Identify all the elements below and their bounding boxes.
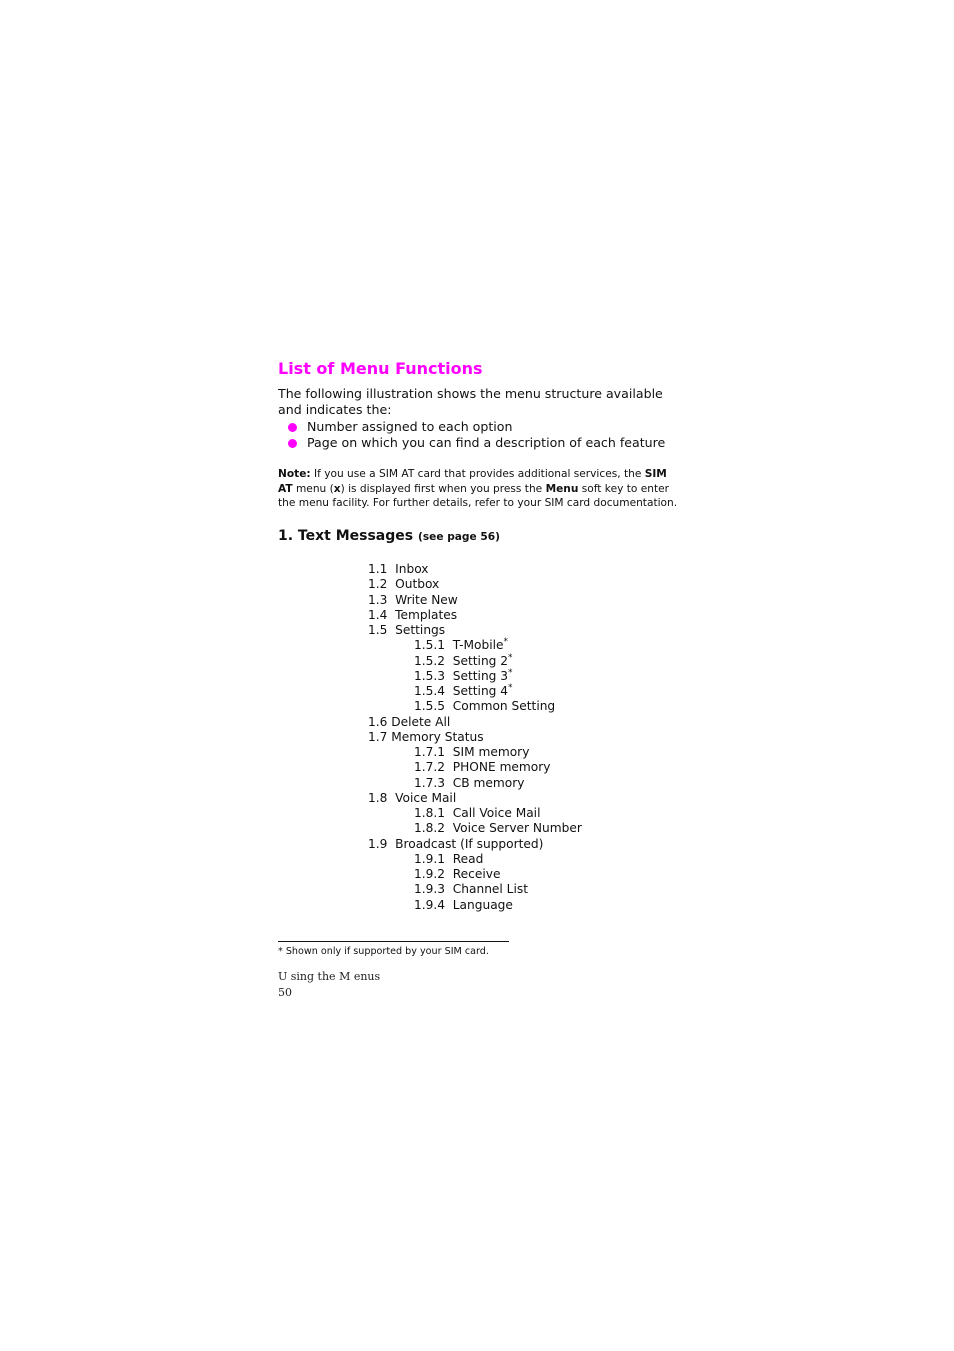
- submenu-item: [368, 654, 582, 669]
- submenu-item: [368, 669, 582, 684]
- page-content: [278, 358, 678, 912]
- menu-item-label: Templates: [395, 607, 458, 622]
- submenu-item: [368, 776, 582, 791]
- menu-item-number: 1.7.3: [414, 775, 453, 790]
- menu-item-label: Inbox: [395, 562, 429, 576]
- menu-item-label: Language: [452, 897, 513, 912]
- menu-item-number: 1.8.2: [414, 821, 453, 836]
- menu-item-label: Call Voice Mail: [452, 806, 541, 820]
- menu-item-number: 1.8.1: [414, 806, 453, 820]
- note-text: ) is displayed first when you press the: [340, 482, 546, 495]
- menu-item-number: 1.2: [368, 577, 396, 592]
- intro-text: The following illustration shows the menu structure available and indicates the:: [278, 386, 663, 417]
- menu-item: [368, 715, 582, 730]
- menu-item: [368, 791, 582, 806]
- note-text: If you use a SIM AT card that provides additional services, the: [310, 468, 645, 480]
- note-text: soft key to enter the menu facility. For further details, refer to your SIM card documentation.: [278, 482, 678, 509]
- note-label: Note:: [278, 468, 311, 480]
- submenu-item: [368, 745, 582, 760]
- footnote-marker: *: [508, 682, 513, 693]
- menu-item-label: SIM memory: [452, 745, 530, 759]
- menu-item-label: Common Setting: [452, 699, 556, 714]
- menu-item-label: Receive: [452, 867, 501, 881]
- menu-item-number: 1.5.3: [414, 668, 453, 683]
- menu-item-label: Setting 3: [452, 668, 509, 683]
- menu-item: [368, 623, 582, 638]
- menu-item-label: Voice Mail: [395, 790, 457, 805]
- footnote-divider: [278, 941, 509, 942]
- note-key-symbol: x: [333, 482, 341, 495]
- bullet-dot-icon: [288, 439, 297, 448]
- submenu-item: [368, 638, 582, 653]
- menu-item-number: 1.7.2: [414, 760, 453, 775]
- note-sim-at: SIM AT: [278, 468, 667, 495]
- page-reference: (see page 56): [417, 530, 500, 543]
- menu-item-number: 1.3: [368, 592, 396, 607]
- bullet-item: [278, 419, 678, 435]
- footnote-marker: *: [508, 652, 513, 663]
- menu-tree: [368, 562, 582, 913]
- submenu-item: [368, 699, 582, 714]
- note-paragraph: [278, 467, 678, 511]
- menu-item-label: CB memory: [452, 775, 525, 790]
- menu-item-label: Settings: [395, 623, 446, 637]
- note-menu-key: Menu: [545, 482, 579, 495]
- menu-item-number: 1.7.1: [414, 745, 453, 759]
- menu-item: [368, 730, 582, 745]
- menu-item-label: PHONE memory: [452, 760, 551, 775]
- footnote: * Shown only if supported by your SIM card.: [278, 946, 489, 957]
- menu-item-label: Setting 4: [452, 684, 509, 698]
- heading-text: 1. Text Messages: [278, 527, 418, 544]
- menu-item-number: 1.5.2: [414, 653, 453, 668]
- page-footer: [278, 969, 380, 1000]
- menu-item-label: Outbox: [395, 577, 440, 592]
- menu-item-number: 1.5.5: [414, 699, 453, 714]
- page-number: 50: [278, 985, 292, 999]
- menu-item-number: 1.1: [368, 562, 396, 576]
- footer-section-name: U sing the M enus: [278, 970, 381, 983]
- menu-item-number: 1.6: [368, 714, 392, 729]
- submenu-item: [368, 806, 582, 821]
- note-text: menu (: [292, 482, 334, 495]
- submenu-item: [368, 760, 582, 775]
- bullet-list: [278, 419, 678, 451]
- footnote-marker: *: [503, 637, 508, 648]
- menu-item-number: 1.5.1: [414, 638, 453, 653]
- menu-item: [368, 562, 582, 577]
- section-title: List of Menu Functions: [278, 359, 483, 378]
- menu-item-label: T-Mobile: [452, 638, 504, 653]
- bullet-text: Page on which you can find a description of each feature: [307, 435, 666, 450]
- menu-item-label: Voice Server Number: [452, 821, 582, 836]
- menu-item: [368, 608, 582, 623]
- menu-item-label: Write New: [395, 592, 458, 607]
- menu-item-number: 1.9.4: [414, 897, 453, 912]
- menu-item: [368, 593, 582, 608]
- menu-item-number: 1.7: [368, 729, 392, 744]
- menu-item: [368, 837, 582, 852]
- menu-item-number: 1.4: [368, 607, 396, 622]
- submenu-item: [368, 867, 582, 882]
- menu-item-label: Delete All: [391, 714, 451, 729]
- bullet-item: [278, 435, 678, 451]
- bullet-dot-icon: [288, 423, 297, 432]
- submenu-item: [368, 684, 582, 699]
- menu-item-label: Read: [452, 851, 484, 866]
- submenu-item: [368, 821, 582, 836]
- bullet-text: Number assigned to each option: [307, 419, 513, 434]
- menu-item-label: Broadcast (If supported): [395, 836, 544, 851]
- menu-item-number: 1.9.2: [414, 867, 453, 881]
- submenu-item: [368, 882, 582, 897]
- menu-item-number: 1.9.3: [414, 882, 453, 897]
- menu-item-number: 1.8: [368, 790, 396, 805]
- submenu-item: [368, 852, 582, 867]
- submenu-item: [368, 898, 582, 913]
- menu-item: [368, 577, 582, 592]
- text-messages-heading: [278, 527, 678, 546]
- menu-item-label: Memory Status: [391, 729, 484, 744]
- menu-item-number: 1.5.4: [414, 684, 453, 698]
- menu-item-number: 1.5: [368, 623, 396, 637]
- menu-item-label: Setting 2: [452, 653, 509, 668]
- menu-item-number: 1.9.1: [414, 851, 453, 866]
- menu-item-number: 1.9: [368, 836, 396, 851]
- footnote-marker: *: [508, 667, 513, 678]
- menu-item-label: Channel List: [452, 882, 528, 897]
